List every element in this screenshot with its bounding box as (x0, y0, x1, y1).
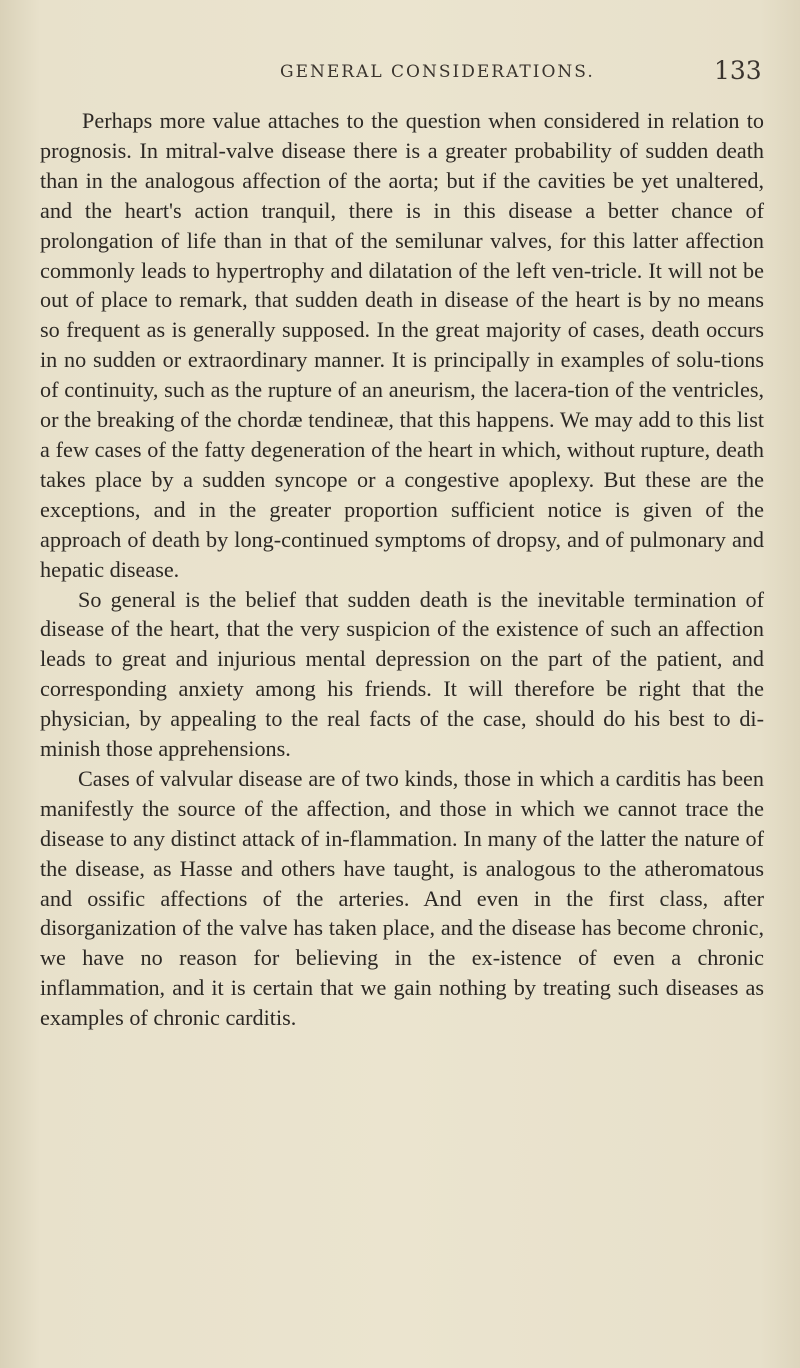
paragraph-valvular-disease: Cases of valvular disease are of two kinds, those in which a carditis has been manifestly the source of the affection, and those in which we cannot trace the disease to any distinct attack of in-flammation. In many of the latter the nature of the disease, as Hasse and others have taught, is analogous to the atheromatous and ossific affections of the arteries. And even in the first class, after disorganization of the valve has taken place, and the disease has become chronic, we have no reason for believing in the ex-istence of even a chronic inflammation, and it is certain that we gain nothing by treating such diseases as examples of chronic carditis. (40, 765, 764, 1031)
paragraph-sudden-death-belief: So general is the belief that sudden death is the inevitable termination of disease of the heart, that the very suspicion of the existence of such an affection leads to great and injurious mental depression on the part of the patient, and corresponding anxiety among his friends. It will therefore be right that the physician, by appealing to the real facts of the case, should do his best to di-minish those apprehensions. (40, 586, 764, 762)
paragraph-prognosis: Perhaps more value attaches to the question when considered in relation to prognosis. In mitral-valve disease there is a greater probability of sudden death than in the analogous affection of the aorta; but if the cavities be yet unaltered, and the heart's action tranquil, there is in this disease a better chance of prolongation of life than in that of the semilunar valves, for this latter affection commonly leads to hypertrophy and dilatation of the left ven-tricle. It will not be out of place to remark, that sudden death in disease of the heart is by no means so frequent as is generally supposed. In the great majority of cases, death occurs in no sudden or extraordinary manner. It is principally in examples of solu-tions of continuity, such as the rupture of an aneurism, the lacera-tion of the ventricles, or the breaking of the chordæ tendineæ, that this happens. We may add to this list a few cases of the fatty degeneration of the heart in which, without rupture, death takes place by a sudden syncope or a congestive apoplexy. But these are the exceptions, and in the greater proportion sufficient notice is given of the approach of death by long-continued symptoms of dropsy, and of pulmonary and hepatic disease. (40, 108, 764, 582)
running-head (0, 56, 800, 88)
body-text (40, 106, 764, 1033)
page-number: 133 (714, 56, 762, 85)
running-title: GENERAL CONSIDERATIONS. (280, 62, 595, 82)
